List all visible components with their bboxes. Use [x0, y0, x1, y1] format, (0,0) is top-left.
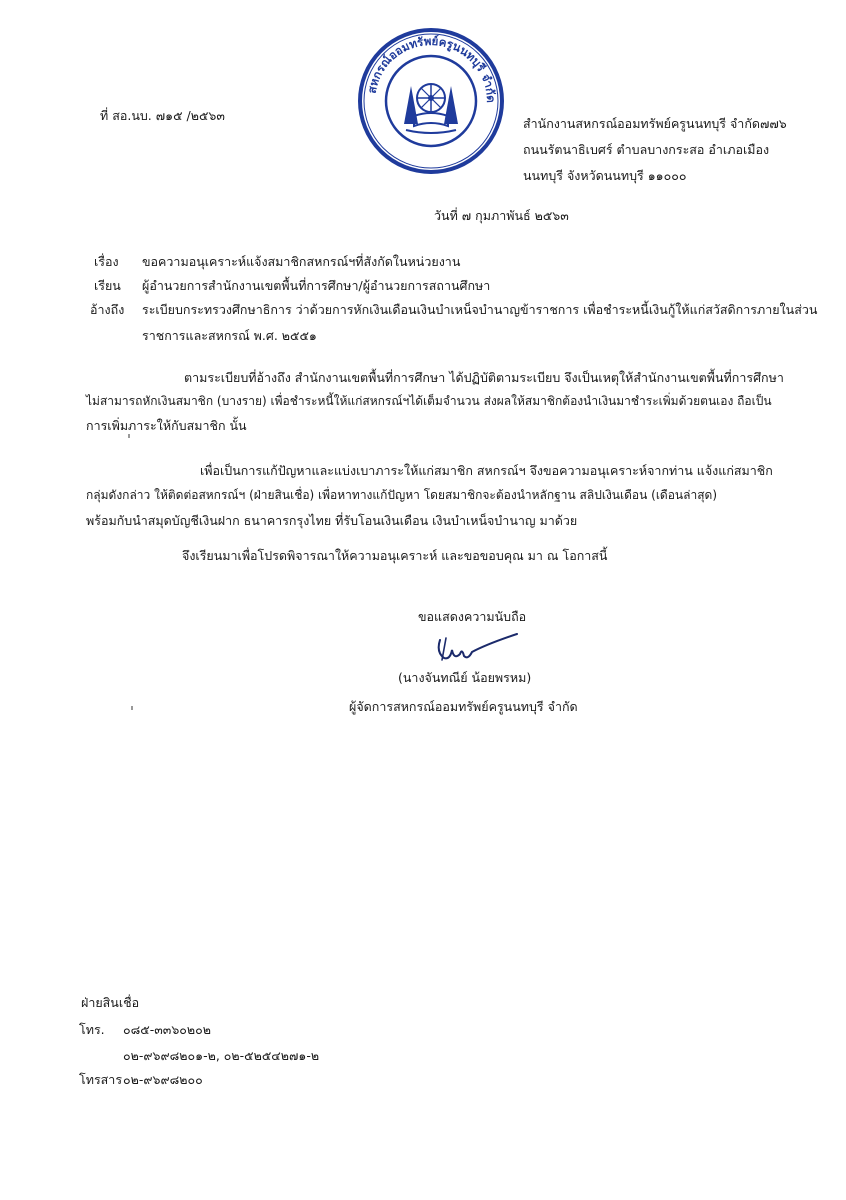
signer-title: ผู้จัดการสหกรณ์ออมทรัพย์ครูนนทบุรี จำกัด [349, 699, 578, 714]
scan-artifact [131, 706, 133, 710]
recipient-text: ผู้อำนวยการสำนักงานเขตพื้นที่การศึกษา/ผู้อำนวยการสถานศึกษา [142, 278, 491, 293]
cooperative-seal [356, 26, 506, 176]
fax-label: โทรสาร [79, 1072, 123, 1087]
fax-number: ๐๒-๙๖๙๘๒๐๐ [123, 1072, 203, 1087]
recipient-label: เรียน [94, 278, 121, 293]
phone-number-2: ๐๒-๙๖๙๘๒๐๑-๒, ๐๒-๕๒๕๔๒๗๑-๒ [123, 1048, 320, 1063]
body-paragraph-3: จึงเรียนมาเพื่อโปรดพิจารณาให้ความอนุเคราะห์ และขอขอบคุณ มา ณ โอกาสนี้ [182, 548, 608, 563]
reference-text: ระเบียบกระทรวงศึกษาธิการ ว่าด้วยการหักเงินเดือนเงินบำเหน็จบำนาญข้าราชการ เพื่อชำระหนี้เงินกู้ให้แก่สวัสดิการภายในส่วน [142, 302, 818, 317]
seal-emblem-icon [356, 26, 506, 176]
signer-name: (นางจันทณีย์ น้อยพรหม) [398, 670, 532, 685]
closing-phrase: ขอแสดงความนับถือ [418, 609, 527, 624]
scan-artifact [128, 434, 130, 438]
subject-text: ขอความอนุเคราะห์แจ้งสมาชิกสหกรณ์ฯที่สังกัดในหน่วยงาน [142, 254, 461, 269]
signature-icon [432, 630, 522, 668]
contact-department: ฝ่ายสินเชื่อ [81, 995, 140, 1010]
subject-label: เรื่อง [94, 254, 119, 269]
body-paragraph-1-line-2: ไม่สามารถหักเงินสมาชิก (บางราย) เพื่อชำระหนี้ให้แก่สหกรณ์ฯได้เต็มจำนวน ส่งผลให้สมาชิกต้องนำเงินมาชำระเพิ่มด้วยตนเอง ถือเป็น [86, 394, 772, 408]
address-line: นนทบุรี จังหวัดนนทบุรี ๑๑๐๐๐ [523, 168, 687, 183]
body-paragraph-2-line-2: กลุ่มดังกล่าว ให้ติดต่อสหกรณ์ฯ (ฝ่ายสินเชื่อ) เพื่อหาทางแก้ปัญหา โดยสมาชิกจะต้องนำหลักฐาน สลิปเงินเดือน (เดือนล่าสุด) [86, 488, 718, 502]
address-line: สำนักงานสหกรณ์ออมทรัพย์ครูนนทบุรี จำกัด๗๗๖ [523, 116, 787, 131]
body-paragraph-2-line-3: พร้อมกับนำสมุดบัญชีเงินฝาก ธนาคารกรุงไทย ที่รับโอนเงินเดือน เงินบำเหน็จบำนาญ มาด้วย [86, 513, 578, 528]
letter-date: วันที่ ๗ กุมภาพันธ์ ๒๕๖๓ [434, 208, 569, 223]
reference-label: อ้างถึง [90, 302, 125, 317]
handwritten-signature [432, 630, 522, 668]
seal-ring-text: สหกรณ์ออมทรัพย์ครูนนทบุรี จำกัด [364, 33, 499, 103]
body-paragraph-1-line-3: การเพิ่มภาระให้กับสมาชิก นั้น [86, 418, 247, 433]
body-paragraph-1-line-1: ตามระเบียบที่อ้างถึง สำนักงานเขตพื้นที่การศึกษา ได้ปฏิบัติตามระเบียบ จึงเป็นเหตุให้สำนักงานเขตพื้นที่การศึกษา [184, 370, 784, 385]
sender-address [523, 111, 787, 189]
reference-number: ที่ สอ.นบ. ๗๑๕ /๒๕๖๓ [100, 108, 225, 123]
reference-text-continued: ราชการและสหกรณ์ พ.ศ. ๒๕๕๑ [142, 328, 317, 343]
address-line: ถนนรัตนาธิเบศร์ ตำบลบางกระสอ อำเภอเมือง [523, 142, 770, 157]
phone-number-1: ๐๘๕-๓๓๖๐๒๐๒ [123, 1022, 212, 1037]
body-paragraph-2-line-1: เพื่อเป็นการแก้ปัญหาและแบ่งเบาภาระให้แก่สมาชิก สหกรณ์ฯ จึงขอความอนุเคราะห์จากท่าน แจ้งแก่สมาชิก [200, 463, 773, 478]
phone-label: โทร. [79, 1022, 105, 1037]
